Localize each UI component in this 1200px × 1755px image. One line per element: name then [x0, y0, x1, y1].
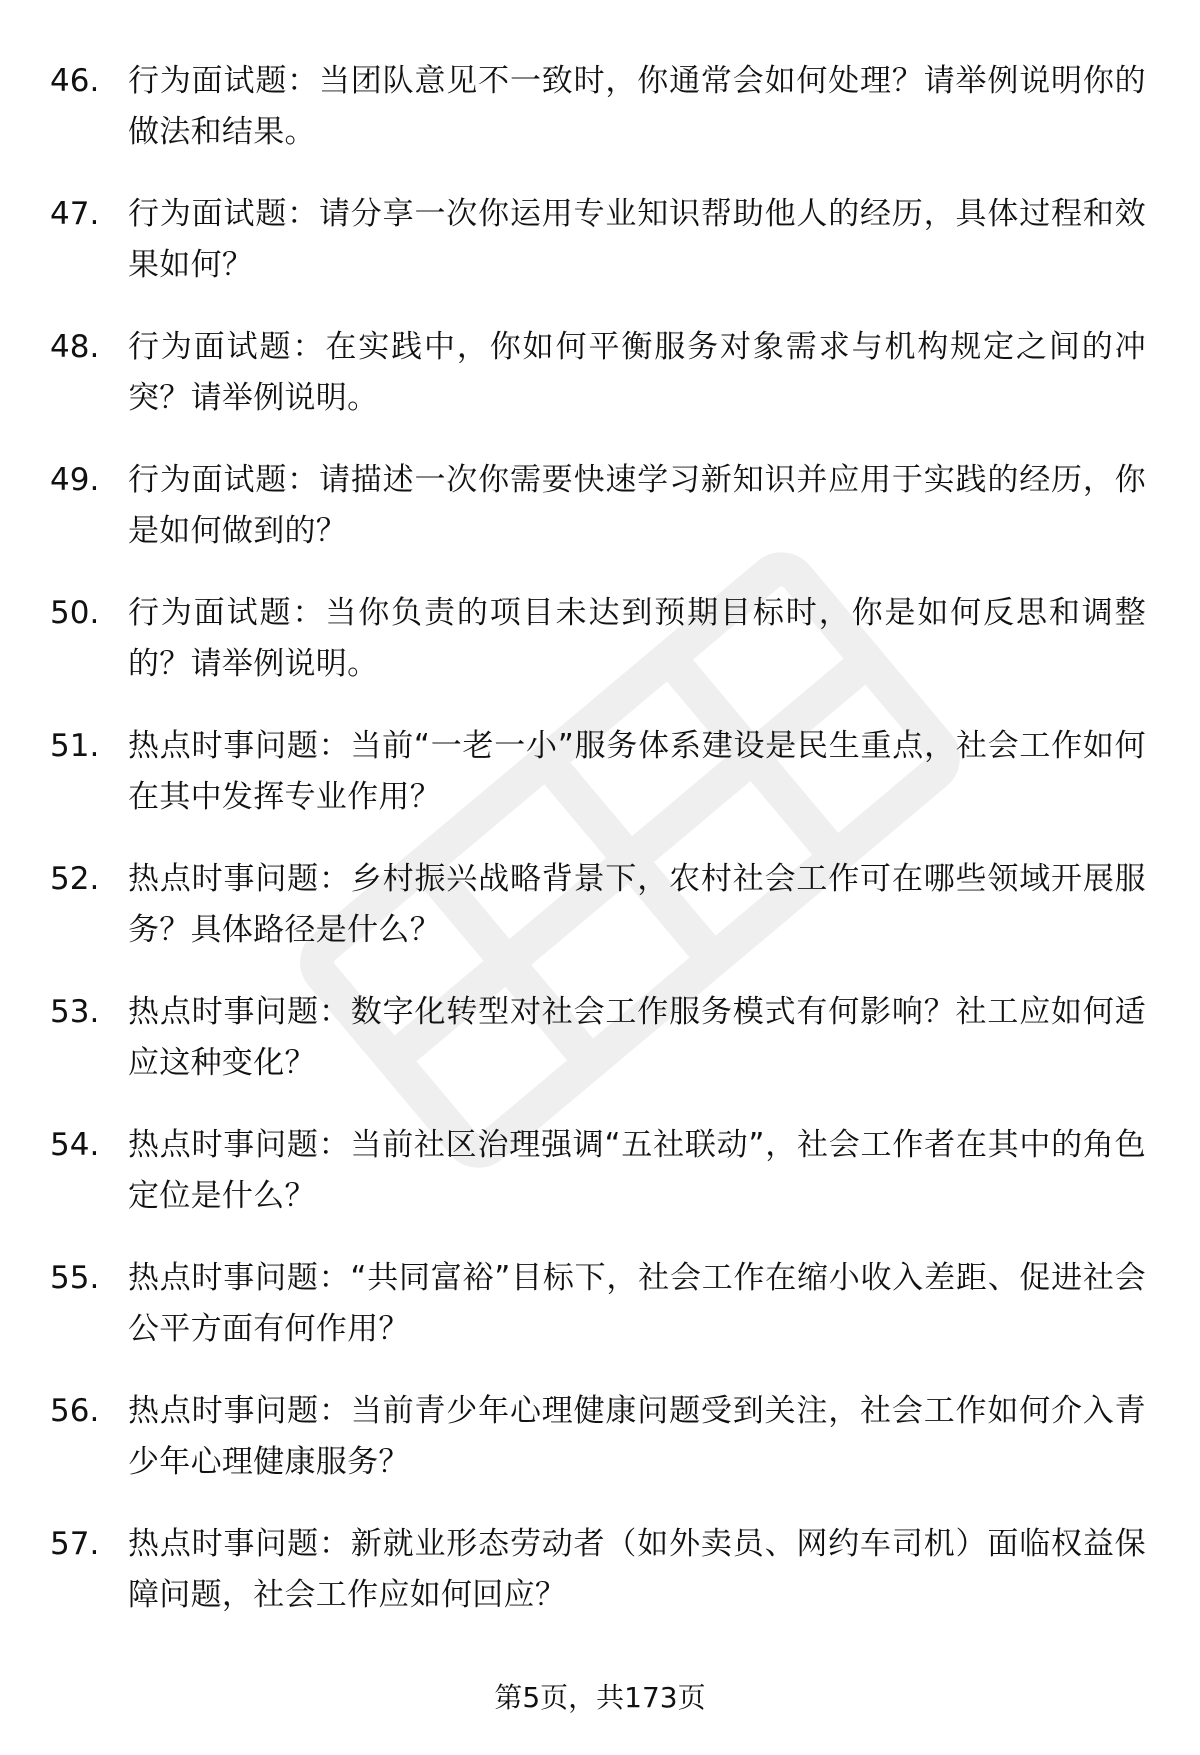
question-number: 46. [50, 63, 100, 99]
question-number: 48. [50, 329, 100, 365]
question-number: 55. [50, 1260, 100, 1296]
question-item [0, 455, 1200, 588]
question-item [0, 1386, 1200, 1519]
question-text: 行为面试题：请分享一次你运用专业知识帮助他人的经历，具体过程和效果如何？ [128, 196, 1146, 283]
page-indicator: 第5页，共173页 [494, 1681, 706, 1714]
question-text: 热点时事问题：当前社区治理强调“五社联动”，社会工作者在其中的角色定位是什么？ [128, 1127, 1146, 1214]
question-item [0, 1519, 1200, 1652]
question-number: 56. [50, 1393, 100, 1429]
question-item [0, 1253, 1200, 1386]
question-number: 53. [50, 994, 100, 1030]
question-text: 热点时事问题：新就业形态劳动者（如外卖员、网约车司机）面临权益保障问题，社会工作应如何回应？ [128, 1526, 1146, 1613]
question-item [0, 987, 1200, 1120]
question-text: 行为面试题：请描述一次你需要快速学习新知识并应用于实践的经历，你是如何做到的？ [128, 462, 1146, 549]
question-item [0, 588, 1200, 721]
question-item [0, 189, 1200, 322]
question-text: 行为面试题：在实践中，你如何平衡服务对象需求与机构规定之间的冲突？请举例说明。 [128, 329, 1146, 416]
question-number: 50. [50, 595, 100, 631]
question-text: 热点时事问题：数字化转型对社会工作服务模式有何影响？社工应如何适应这种变化？ [128, 994, 1146, 1081]
question-number: 52. [50, 861, 100, 897]
question-item [0, 322, 1200, 455]
question-text: 热点时事问题：当前“一老一小”服务体系建设是民生重点，社会工作如何在其中发挥专业作用？ [128, 728, 1146, 815]
question-number: 51. [50, 728, 100, 764]
question-text: 热点时事问题：当前青少年心理健康问题受到关注，社会工作如何介入青少年心理健康服务？ [128, 1393, 1146, 1480]
question-item [0, 1120, 1200, 1253]
question-item [0, 721, 1200, 854]
question-number: 57. [50, 1526, 100, 1562]
question-text: 热点时事问题：“共同富裕”目标下，社会工作在缩小收入差距、促进社会公平方面有何作用？ [128, 1260, 1146, 1347]
question-list [0, 56, 1200, 1652]
question-item [0, 854, 1200, 987]
question-text: 行为面试题：当你负责的项目未达到预期目标时，你是如何反思和调整的？请举例说明。 [128, 595, 1146, 682]
question-number: 47. [50, 196, 100, 232]
question-item [0, 56, 1200, 189]
question-text: 行为面试题：当团队意见不一致时，你通常会如何处理？请举例说明你的做法和结果。 [128, 63, 1146, 150]
question-number: 49. [50, 462, 100, 498]
question-text: 热点时事问题：乡村振兴战略背景下，农村社会工作可在哪些领域开展服务？具体路径是什么？ [128, 861, 1146, 948]
question-number: 54. [50, 1127, 100, 1163]
